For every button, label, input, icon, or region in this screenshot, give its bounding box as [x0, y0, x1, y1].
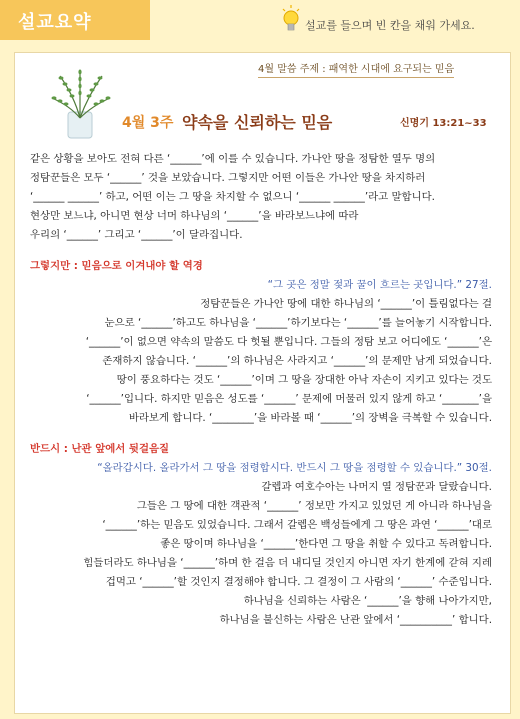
intro-line: 정탐꾼들은 모두 ‘______’ 것을 보았습니다. 그렇지만 어떤 이들은 가나안 땅을 차지하러: [30, 172, 426, 184]
intro-line: 우리의 ‘______’ 그리고 ‘______’이 달라집니다.: [30, 229, 243, 241]
paragraph-line: 힘들더라도 하나님을 ‘______’하며 한 걸음 더 내디딜 것인지 아니면 자기 한계에 갇혀 지레: [83, 557, 492, 569]
paragraph-line: 눈으로 ‘______’하고도 하나님을 ‘______’하기보다는 ‘______’를 늘어놓기 시작합니다.: [104, 317, 492, 329]
monthly-theme: 4월 말씀 주제 : 패역한 시대에 요구되는 믿음: [258, 60, 454, 78]
section-heading: 반드시 : 난관 앞에서 뒷걸음질: [30, 443, 170, 455]
paragraph-line: 겁먹고 ‘______’할 것인지 결정해야 합니다. 그 결정이 그 사람의 ‘______’ 수준입니다.: [105, 576, 492, 588]
paragraph-line: 하나님을 불신하는 사람은 난관 앞에서 ‘__________’ 합니다.: [219, 614, 492, 626]
sermon-title: 약속을 신뢰하는 믿음: [182, 113, 333, 132]
scripture-reference: 신명기 13:21~33: [400, 118, 487, 129]
paragraph-line: 정탐꾼들은 가나안 땅에 대한 하나님의 ‘______’이 틀림없다는 걸: [200, 298, 492, 310]
section-heading: 그렇지만 : 믿음으로 이겨내야 할 역경: [30, 260, 203, 272]
paragraph-line: 하나님을 신뢰하는 사람은 ‘______’을 향해 나아가지만,: [243, 595, 492, 607]
paragraph-line: 갈렙과 여호수아는 나머지 열 정탐꾼과 달랐습니다.: [261, 481, 492, 493]
instruction-text: 설교를 들으며 빈 칸을 채워 가세요.: [305, 19, 475, 32]
paragraph-line: ‘______’하는 믿음도 있었습니다. 그래서 갈렙은 백성들에게 그 땅은 과연 ‘______’대로: [102, 519, 492, 531]
paragraph-line: 존재하지 않습니다. ‘______’의 하나님은 사라지고 ‘______’의 문제만 남게 되었습니다.: [102, 355, 492, 367]
header: [0, 0, 520, 40]
paragraph-line: 바라보게 합니다. ‘________’을 바라볼 때 ‘______’의 장벽을 극복할 수 있습니다.: [128, 412, 492, 424]
scripture-quote: “그 곳은 정말 젖과 꿀이 흐르는 곳입니다.” 27절.: [267, 279, 492, 291]
lightbulb-icon: [280, 4, 302, 36]
tab-label: 설교요약: [18, 12, 92, 33]
intro-line: ‘______ ______’ 하고, 어떤 이는 그 땅을 차지할 수 없으니 ‘______ ______’라고 말합니다.: [30, 191, 435, 203]
intro-line: 현상만 보느냐, 아니면 현상 너머 하나님의 ‘______’을 바라보느냐에 따라: [30, 210, 359, 222]
paragraph-line: 그들은 그 땅에 대한 객관적 ‘______’ 정보만 가지고 있었던 게 아니라 하나님을: [136, 500, 492, 512]
sermon-body: [30, 150, 492, 630]
plant-in-vase-icon: [44, 66, 116, 140]
section-paragraph: [30, 478, 492, 630]
paragraph-line: ‘______’이 없으면 약속의 말씀도 다 헛될 뿐입니다. 그들의 정탐 보고 어디에도 ‘______’은: [85, 336, 492, 348]
paragraph-line: 땅이 풍요하다는 것도 ‘______’이며 그 땅을 장대한 아낙 자손이 지키고 있다는 것도: [116, 374, 492, 386]
sermon-week: 4월 3주: [122, 115, 174, 131]
scripture-quote: “올라갑시다. 올라가서 그 땅을 점령합시다. 반드시 그 땅을 점령할 수 있습니다.” 30절.: [97, 462, 492, 474]
section-paragraph: [30, 295, 492, 428]
section-tab: [0, 0, 150, 40]
intro-paragraph: [30, 150, 492, 245]
paragraph-line: 좋은 땅이며 하나님을 ‘______’한다면 그 땅을 취할 수 있다고 독려합니다.: [160, 538, 492, 550]
intro-line: 같은 상황을 보아도 전혀 다른 ‘______’에 이를 수 있습니다. 가나안 땅을 정탐한 열두 명의: [30, 153, 436, 165]
paragraph-line: ‘______’입니다. 하지만 믿음은 성도를 ‘______’ 문제에 머물러 있지 않게 하고 ‘_______’을: [86, 393, 492, 405]
